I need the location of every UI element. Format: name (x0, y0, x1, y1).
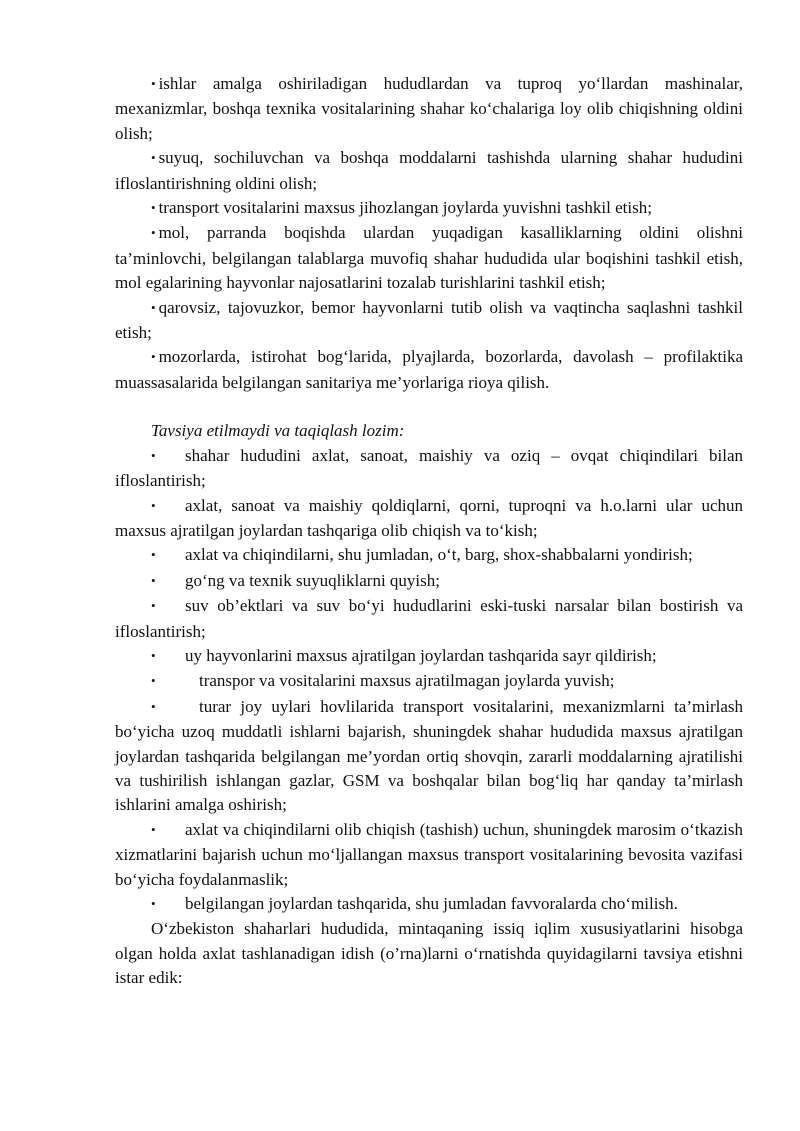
list-item-text: shahar hududini axlat, sanoat, maishiy va oziq – ovqat chiqindilari bilan ifloslantirish; (115, 445, 743, 491)
list-item (115, 594, 743, 644)
list-item (115, 644, 743, 669)
list-item-text: suv ob’ektlari va suv bo‘yi hududlarini eski-tuski narsalar bilan bostirish va ifloslantirish; (115, 596, 743, 641)
list-item (115, 221, 743, 295)
list-item-text: turar joy uylari hovlilarida transport vositalarini, mexanizmlarni ta’mirlash bo‘yicha uzoq muddatli ishlarni bajarish, shuningdek shahar hududida maxsus ajratilgan joylardan tashqarida belgilangan me’yordan ortiq shovqin, zararli moddalarning ajratilishi va tushirilish ishlangan gazlar, GSM va boshqalar bilan bog‘liq har qanday ta’mirlash ishlarini amalga oshirish; (115, 696, 743, 815)
bullet-icon: • (151, 150, 156, 166)
list-item (115, 444, 743, 494)
list-item (115, 72, 743, 146)
bullet-icon: • (151, 349, 156, 365)
list-item (115, 345, 743, 395)
bullet-icon: • (151, 447, 156, 463)
list-item-text: qarovsiz, tajovuzkor, bemor hayvonlarni tutib olish va vaqtincha saqlashni tashkil etish; (115, 297, 743, 343)
list-item (115, 196, 743, 221)
list-item-text: uy hayvonlarini maxsus ajratilgan joylardan tashqarida sayr qildirish; (185, 645, 657, 665)
bullet-icon: • (151, 547, 156, 563)
list-item-text: axlat va chiqindilarni, shu jumladan, o‘t, barg, shox-shabbalarni yondirish; (185, 545, 693, 565)
section-subheading: Tavsiya etilmaydi va taqiqlash lozim: (151, 421, 405, 441)
list-item-text: transpor va vositalarini maxsus ajratilmagan joylarda yuvish; (199, 671, 615, 691)
list-item-text: mol, parranda boqishda ulardan yuqadigan kasalliklarning oldini olishni ta’minlovchi, belgilangan talablarga muvofiq shahar hududida ular boqishini tashkil etish, mol egalarining hayvonlar najosatlarini tozalab turishlarini tashkil etish; (115, 223, 743, 293)
list-item (115, 494, 743, 544)
bullet-icon: • (151, 497, 156, 513)
list-item (115, 543, 743, 568)
bullet-icon: • (151, 821, 156, 837)
list-item-text: belgilangan joylardan tashqarida, shu jumladan favvoralarda cho‘milish. (185, 894, 678, 913)
document-page (115, 72, 743, 991)
list-item-text: ishlar amalga oshiriladigan hududlardan va tuproq yo‘llardan mashinalar, mexanizmlar, boshqa texnika vositalarining shahar ko‘chalariga loy olib chiqishning oldini olish; (115, 74, 743, 143)
list-item (115, 818, 743, 892)
list-item-text: go‘ng va texnik suyuqliklarni quyish; (185, 570, 440, 590)
bullet-icon: • (151, 598, 156, 614)
closing-paragraph: O‘zbekiston shaharlari hududida, mintaqaning issiq iqlim xususiyatlarini hisobga olgan holda axlat tashlanadigan idish (o’rna)larni o‘rnatishda quyidagilarni tavsiya etishni istar edik: (115, 919, 743, 988)
bullet-icon: • (151, 299, 156, 315)
bullet-icon: • (151, 200, 156, 216)
list-item-text: mozorlarda, istirohat bog‘larida, plyajlarda, bozorlarda, davolash – profilaktika muassasalarida belgilangan sanitariya me’yorlariga rioya qilish. (115, 347, 743, 392)
bullet-icon: • (151, 572, 156, 588)
bullet-icon: • (151, 647, 156, 663)
bullet-icon: • (151, 673, 156, 689)
list-item (115, 569, 743, 594)
list-item (115, 146, 743, 196)
spacer (115, 395, 743, 419)
list-item-text: suyuq, sochiluvchan va boshqa moddalarni tashishda ularning shahar hududini ifloslantirishning oldini olish; (115, 148, 743, 193)
bullet-icon: • (151, 698, 156, 714)
list-item (115, 892, 743, 917)
list-item (115, 296, 743, 346)
list-item-text: axlat, sanoat va maishiy qoldiqlarni, qorni, tuproqni va h.o.larni ular uchun maxsus ajratilgan joylardan tashqariga olib chiqish va to‘kish; (115, 495, 743, 540)
list-item (115, 695, 743, 818)
bullet-icon: • (151, 225, 156, 241)
bullet-icon: • (151, 896, 156, 911)
list-item (115, 669, 743, 694)
list-item-text: transport vositalarini maxsus jihozlangan joylarda yuvishni tashkil etish; (158, 198, 652, 218)
bullet-icon: • (151, 76, 156, 91)
list-item-text: axlat va chiqindilarni olib chiqish (tashish) uchun, shuningdek marosim o‘tkazish xizmatlarini bajarish uchun mo‘ljallangan maxsus transport vositalarining bevosita vazifasi bo‘yicha foydalanmaslik; (115, 819, 743, 889)
